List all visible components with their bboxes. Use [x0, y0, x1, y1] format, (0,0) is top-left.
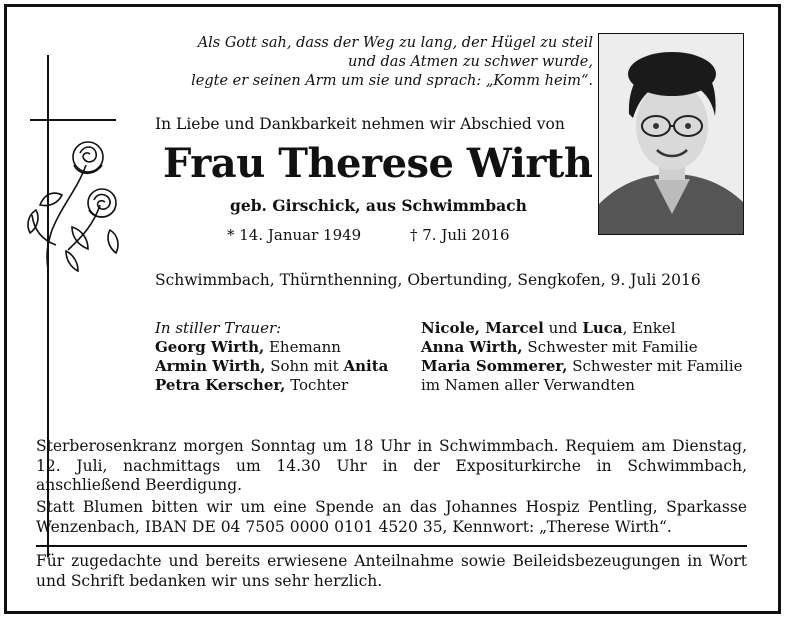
mourner-connector: und	[543, 319, 583, 337]
mourners-right-column	[421, 319, 743, 395]
mourner-name: Georg Wirth,	[155, 338, 265, 356]
portrait-image	[599, 34, 744, 235]
mourner-name: Anita	[343, 357, 389, 375]
mourner-relation: Sohn mit	[265, 357, 344, 375]
places-and-date: Schwimmbach, Thürnthenning, Obertunding, Sengkofen, 9. Juli 2016	[155, 271, 701, 289]
mourner-line: im Namen aller Verwandten	[421, 376, 635, 394]
mourner-name: Petra Kerscher,	[155, 376, 286, 394]
poem-line: und das Atmen zu schwer wurde,	[347, 54, 593, 70]
poem-line: Als Gott sah, dass der Weg zu lang, der Hügel zu steil	[197, 35, 593, 51]
farewell-intro: In Liebe und Dankbarkeit nehmen wir Abschied von	[155, 115, 565, 133]
mourner-line	[421, 357, 743, 376]
mourner-line	[155, 376, 388, 395]
birth-name: geb. Girschick, aus Schwimmbach	[230, 196, 527, 215]
death-date: † 7. Juli 2016	[410, 226, 510, 244]
donation-paragraph: Statt Blumen bitten wir um eine Spende an das Johannes Hospiz Pentling, Sparkasse Wenzenbach, IBAN DE 04 7505 0000 0101 4520 35, Kennwort: „Therese Wirth“.	[36, 498, 747, 536]
birth-date: * 14. Januar 1949	[227, 226, 362, 244]
divider	[36, 545, 747, 547]
mourner-name: Armin Wirth,	[155, 357, 266, 375]
poem-line: legte er seinen Arm um sie und sprach: „Komm heim“.	[191, 73, 593, 89]
mourners-heading: In stiller Trauer:	[155, 319, 282, 337]
mourners-left-column	[155, 319, 388, 395]
funeral-info-paragraph: Sterberosenkranz morgen Sonntag um 18 Uhr in Schwimmbach. Requiem am Dienstag, 12. Juli, nachmittags um 14.30 Uhr in der Expositurkirche in Schwimmbach, anschließend Beerdigung.	[36, 437, 747, 494]
mourner-relation: , Enkel	[622, 319, 676, 337]
mourner-name: Luca	[582, 319, 623, 337]
mourner-relation: Schwester mit Familie	[567, 357, 743, 375]
deceased-name: Frau Therese Wirth	[163, 140, 593, 187]
thanks-paragraph: Für zugedachte und bereits erwiesene Anteilnahme sowie Beileidsbezeugungen in Wort und Schrift bedanken wir uns sehr herzlich.	[36, 552, 747, 590]
mourner-line	[155, 338, 388, 357]
portrait-photo	[598, 33, 744, 235]
mourner-line	[421, 319, 743, 338]
mourner-name: Nicole, Marcel	[421, 319, 544, 337]
mourner-relation: Tochter	[285, 376, 349, 394]
mourner-line	[155, 357, 388, 376]
mourner-line	[421, 338, 743, 357]
poem	[73, 34, 593, 91]
mourner-name: Maria Sommerer,	[421, 357, 568, 375]
mourner-name: Anna Wirth,	[421, 338, 523, 356]
mourner-relation: Schwester mit Familie	[522, 338, 698, 356]
mourner-relation: Ehemann	[264, 338, 341, 356]
